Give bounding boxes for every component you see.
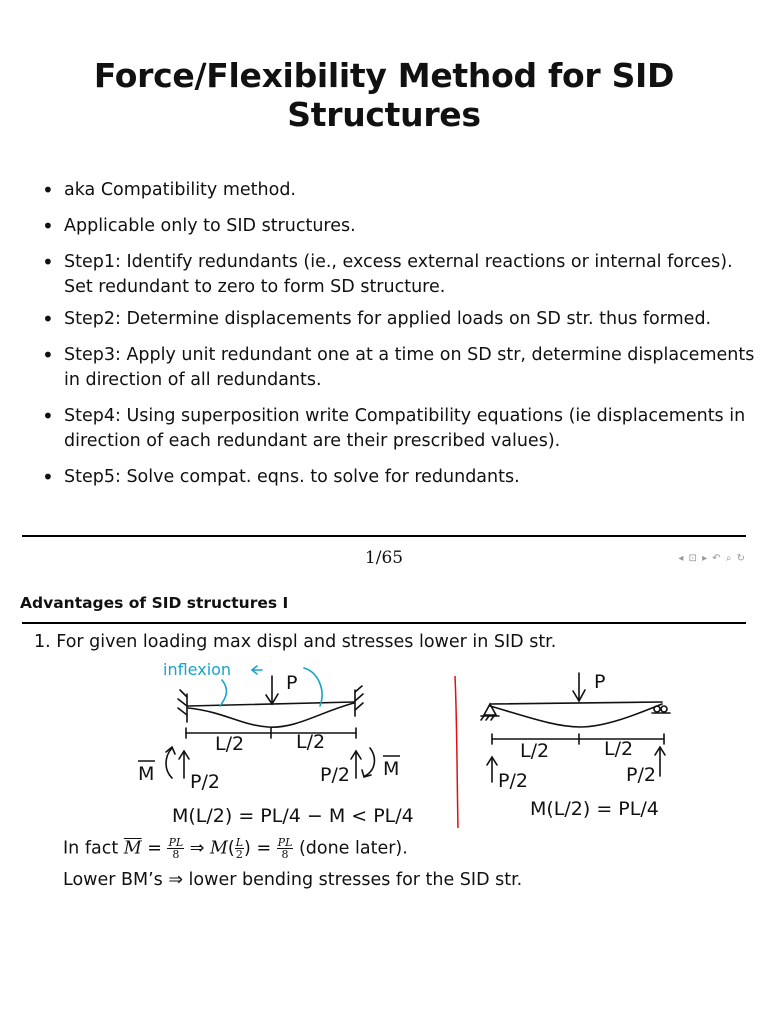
section-rule: [22, 622, 746, 624]
bullet-item: • Step5: Solve compat. eqns. to solve for redundants.: [40, 465, 755, 490]
reaction-label: P/2: [190, 771, 220, 793]
in-fact-line: In fact $\overline{M}$ = $\frac{PL}{8}$ ⇒ M( $\frac{L}{2}$ ) = $\frac{PL}{8}$ (done later).: [63, 836, 408, 861]
reaction-label: P/2: [498, 770, 528, 792]
half-span-label: L/2: [296, 731, 326, 753]
half-span-label: L/2: [604, 738, 634, 760]
reaction-label: P/2: [320, 764, 350, 786]
moment-equation-right: M(L/2) = PL/4: [530, 798, 659, 820]
bullet-item: • Step4: Using superposition write Compatibility equations (ie displacements in direction of each redundant are their prescribed values).: [40, 404, 755, 454]
load-label: P: [286, 672, 298, 694]
bullet-item: • Step1: Identify redundants (ie., excess external reactions or internal forces). Set redundant to zero to form SD structure.: [40, 250, 755, 300]
half-span-label: L/2: [215, 733, 245, 755]
moment-equation-left: M(L/2) = PL/4 − M < PL/4: [172, 805, 414, 827]
load-label: P: [594, 671, 606, 693]
moment-label: M: [383, 758, 400, 780]
m-bar: $\overline{M}$: [123, 838, 142, 859]
section-title: Advantages of SID structures I: [20, 594, 289, 612]
fraction: $\frac{PL}{8}$: [277, 836, 293, 861]
fraction: $\frac{L}{2}$: [235, 836, 244, 861]
beam-sketch: [0, 655, 768, 835]
page-number: 1/65: [364, 548, 404, 568]
bullet-item: • aka Compatibility method.: [40, 178, 755, 203]
fraction: $\frac{PL}{8}$: [168, 836, 184, 861]
inflexion-label: inflexion: [163, 660, 232, 679]
bullet-list: [40, 178, 755, 501]
moment-label: M: [138, 763, 155, 785]
enumerated-item: 1. For given loading max displ and stresses lower in SID str.: [34, 632, 557, 652]
bullet-item: • Step2: Determine displacements for applied loads on SD str. thus formed.: [40, 307, 755, 332]
slide-title: Force/Flexibility Method for SID Structures: [93, 56, 675, 134]
half-span-label: L/2: [520, 740, 550, 762]
bullet-item: • Applicable only to SID structures.: [40, 214, 755, 239]
reaction-label: P/2: [626, 764, 656, 786]
lower-bm-line: Lower BM’s ⇒ lower bending stresses for the SID str.: [63, 870, 523, 890]
bullet-item: • Step3: Apply unit redundant one at a time on SD str, determine displacements in direction of all redundants.: [40, 343, 755, 393]
beamer-nav-icons[interactable]: ◂ ⊡ ▸ ↶ ⌕ ↻: [678, 553, 746, 564]
slide-divider: [22, 535, 746, 537]
